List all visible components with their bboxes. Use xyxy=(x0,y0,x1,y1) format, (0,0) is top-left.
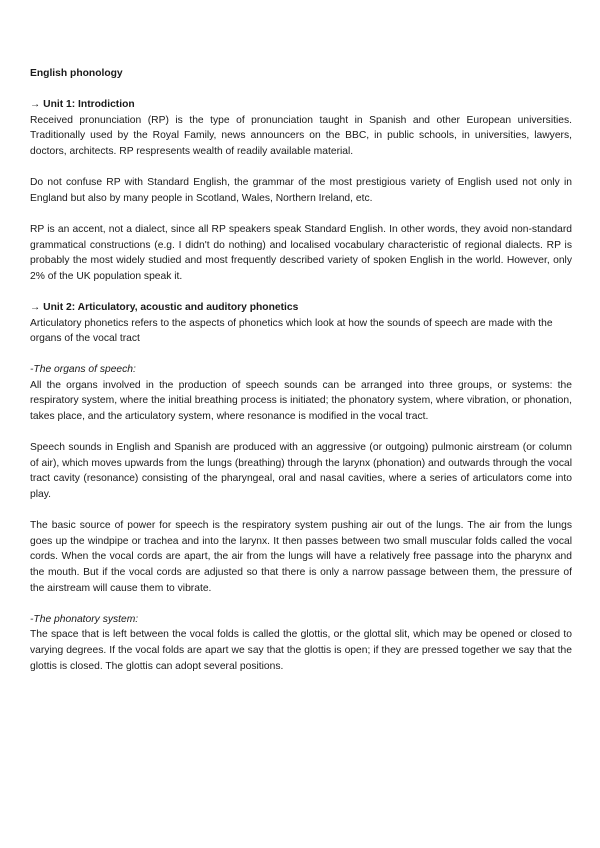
unit-2-heading: → Unit 2: Articulatory, acoustic and auditory phonetics xyxy=(30,301,299,313)
document-page xyxy=(30,66,572,674)
unit-1-paragraph: RP is an accent, not a dialect, since all RP speakers speak Standard English. In other words, they avoid non-standard grammatical constructions (e.g. I didn't do nothing) and localised vocabulary characteristic of regional dialects. RP is probably the most widely studied and most frequently described variety of spoken English in the world. However, only 2% of the UK population speak it. xyxy=(30,223,572,282)
organs-paragraph: All the organs involved in the production of speech sounds can be arranged into three groups, or systems: the respiratory system, where the initial breathing process is initiated; the phonatory system, where vibration, or phonation, takes place, and the articulatory system, where resonance is modified in the vocal tract. xyxy=(30,379,572,423)
organs-of-speech-heading: -The organs of speech: xyxy=(30,364,136,376)
organs-paragraph: Speech sounds in English and Spanish are produced with an aggressive (or outgoing) pulmonic airstream (or column of air), which moves upwards from the lungs (breathing) through the larynx (phonation) and outwards through the vocal tract cavity (resonance) consisting of the pharyngeal, oral and nasal cavities, where a series of articulators come into play. xyxy=(30,442,572,501)
unit-2-intro: Articulatory phonetics refers to the aspects of phonetics which look at how the sounds of speech are made with the organs of the vocal tract xyxy=(30,317,553,345)
unit-1-paragraph: Do not confuse RP with Standard English, the grammar of the most prestigious variety of English used not only in England but also by many people in Scotland, Wales, Northern Ireland, etc. xyxy=(30,177,572,204)
document-title: English phonology xyxy=(30,68,123,79)
unit-1-heading: → Unit 1: Introdiction xyxy=(30,99,135,111)
phonatory-paragraph: The space that is left between the vocal folds is called the glottis, or the glottal slit, which may be opened or closed to varying degrees. If the vocal folds are apart we say that the glottis is open; if they are pressed together we say that the glottis is closed. The glottis can adopt several positions. xyxy=(30,629,572,672)
organs-paragraph: The basic source of power for speech is the respiratory system pushing air out of the lungs. The air from the lungs goes up the windpipe or trachea and into the larynx. It then passes between two small muscular folds called the vocal cords. When the vocal cords are apart, the air from the lungs will have a relatively free passage into the pharynx and the mouth. But if the vocal cords are adjusted so that there is only a narrow passage between them, the pressure of the airstream will cause them to vibrate. xyxy=(30,520,572,594)
phonatory-system-heading: -The phonatory system: xyxy=(30,613,139,625)
unit-1-paragraph: Received pronunciation (RP) is the type of pronunciation taught in Spanish and other European universities. Traditionally used by the Royal Family, news announcers on the BBC, in public schools, in universities, lawyers, doctors, architects. RP respresents wealth of readily available material. xyxy=(30,114,572,157)
